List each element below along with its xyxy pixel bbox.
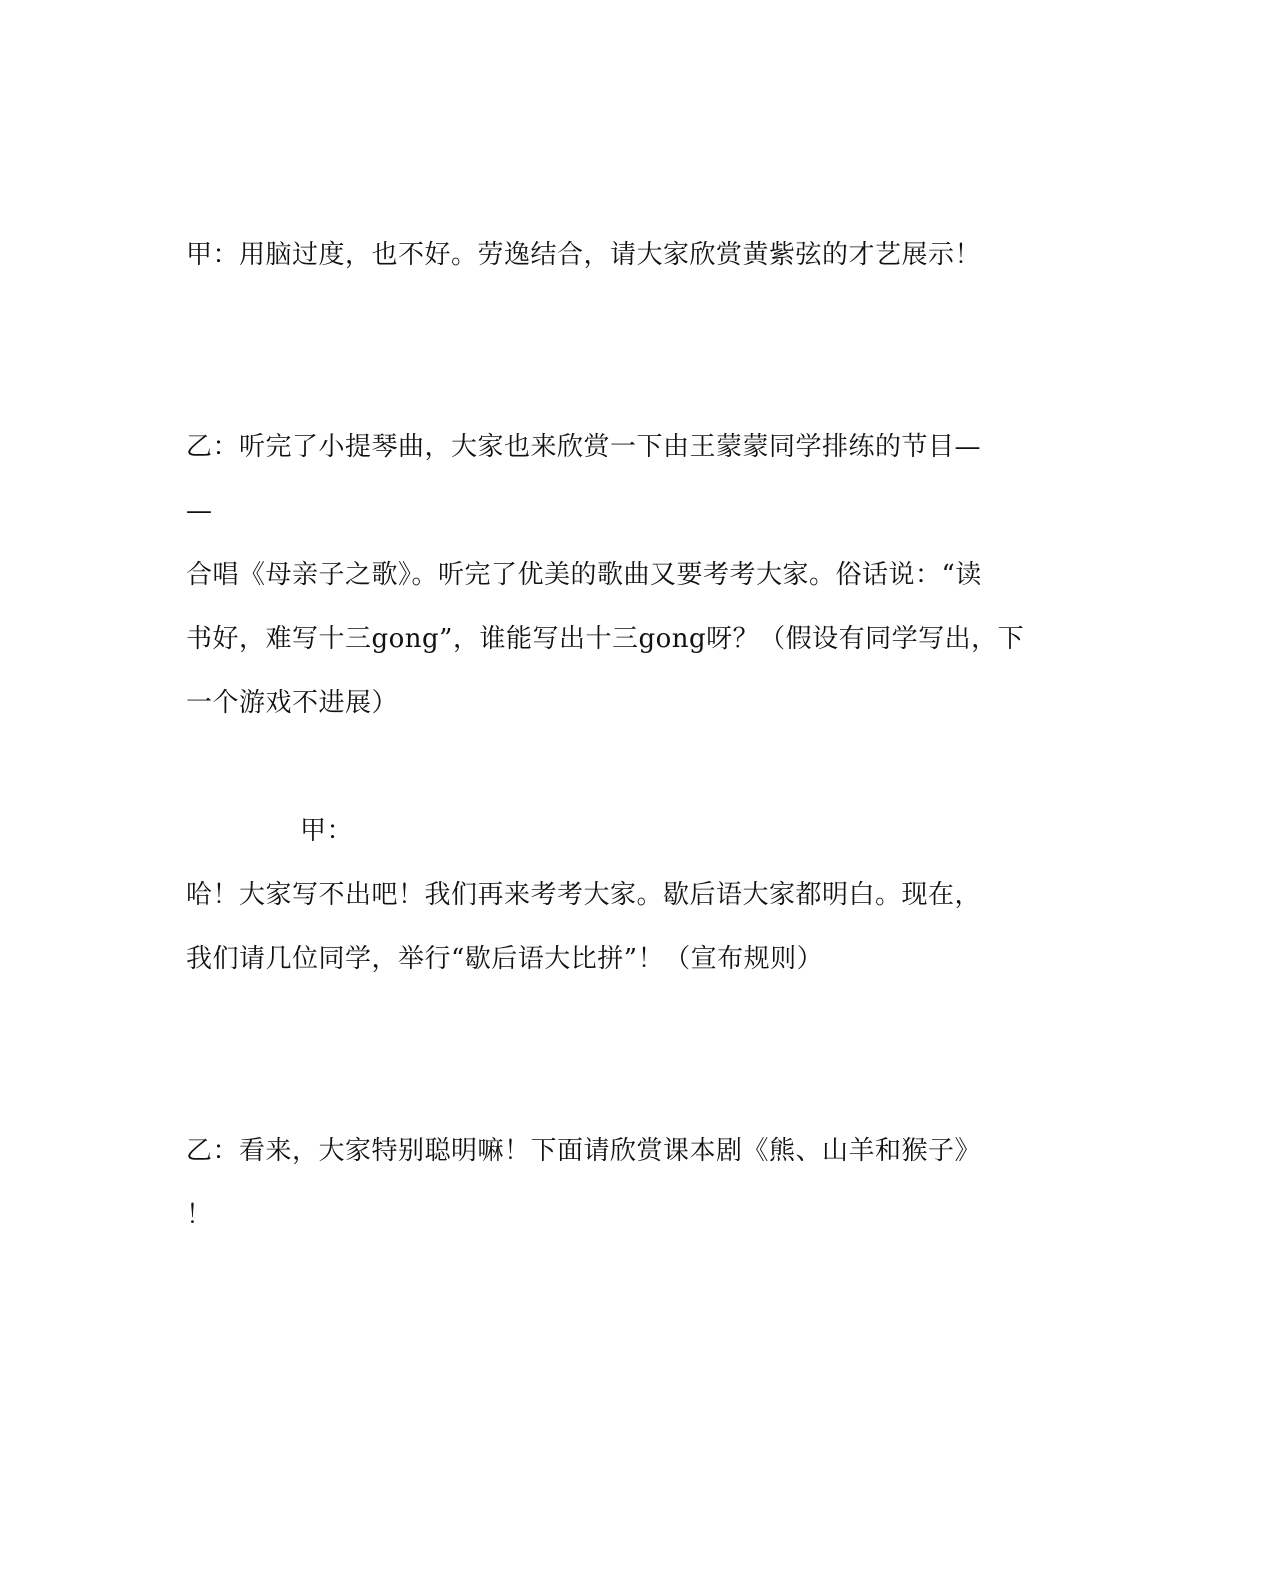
text-line-dash-wrap: — [186, 496, 213, 526]
speaker-jia: 甲： [300, 816, 354, 846]
text-line-yi-play: 乙：看来，大家特别聪明嘛！下面请欣赏课本剧《熊、山羊和猴子》 [186, 1136, 982, 1166]
text-line-game-note: 一个游戏不进展） [186, 688, 399, 718]
text-line-xiehouyu: 哈！大家写不出吧！我们再来考考大家。歇后语大家都明白。现在， [186, 880, 982, 910]
text-line-chorus: 合唱《母亲子之歌》。听完了优美的歌曲又要考考大家。俗话说：“读 [186, 560, 982, 590]
text-line-contest: 我们请几位同学，举行“歇后语大比拼”！（宣布规则） [186, 944, 824, 974]
text-line-yi-violin: 乙：听完了小提琴曲，大家也来欣赏一下由王蒙蒙同学排练的节目— [186, 432, 982, 462]
text-line-gong: 书好，难写十三gong”，谁能写出十三gong呀？（假设有同学写出，下 [186, 624, 1025, 654]
text-line-jia-intro: 甲：用脑过度，也不好。劳逸结合，请大家欣赏黄紫弦的才艺展示！ [186, 240, 982, 270]
text-line-exclaim-wrap: ！ [186, 1200, 213, 1230]
